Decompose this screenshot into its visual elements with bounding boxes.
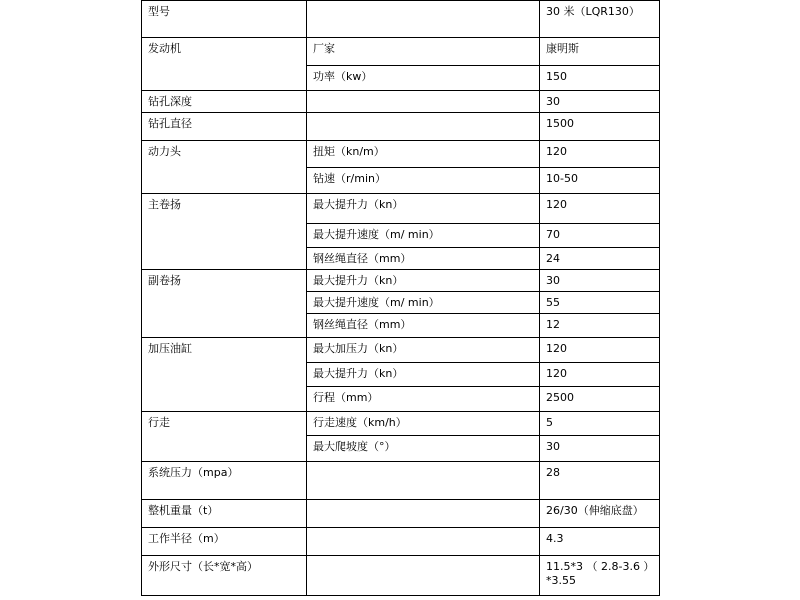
value-cell: 26/30（伸缩底盘） xyxy=(540,500,660,528)
sub-label xyxy=(307,462,540,500)
table-row xyxy=(142,113,660,141)
sub-label: 最大爬坡度（°） xyxy=(307,436,540,462)
value-cell: 10-50 xyxy=(540,168,660,194)
sub-label xyxy=(307,1,540,38)
sub-label xyxy=(307,91,540,113)
value-cell: 12 xyxy=(540,314,660,338)
table-row xyxy=(142,500,660,528)
row-label: 钻孔直径 xyxy=(142,113,307,141)
sub-label: 功率（kw） xyxy=(307,66,540,91)
sub-label: 最大提升力（kn） xyxy=(307,363,540,387)
value-cell: 2500 xyxy=(540,387,660,412)
value-cell: 康明斯 xyxy=(540,38,660,66)
value-cell: 24 xyxy=(540,248,660,270)
sub-label: 最大加压力（kn） xyxy=(307,338,540,363)
value-cell: 28 xyxy=(540,462,660,500)
value-cell: 30 米（LQR130） xyxy=(540,1,660,38)
sub-label: 厂家 xyxy=(307,38,540,66)
sub-label: 钢丝绳直径（mm） xyxy=(307,248,540,270)
row-label: 钻孔深度 xyxy=(142,91,307,113)
value-cell: 120 xyxy=(540,194,660,224)
value-cell: 55 xyxy=(540,292,660,314)
table-row xyxy=(142,1,660,38)
table-row xyxy=(142,141,660,168)
row-label: 动力头 xyxy=(142,141,307,194)
table-row xyxy=(142,194,660,224)
sub-label: 钻速（r/min） xyxy=(307,168,540,194)
value-cell: 150 xyxy=(540,66,660,91)
sub-label: 钢丝绳直径（mm） xyxy=(307,314,540,338)
spec-table xyxy=(141,0,660,596)
table-row xyxy=(142,528,660,556)
sub-label xyxy=(307,500,540,528)
row-label: 主卷扬 xyxy=(142,194,307,270)
sub-label: 最大提升速度（m/ min） xyxy=(307,224,540,248)
sub-label xyxy=(307,556,540,596)
row-label: 型号 xyxy=(142,1,307,38)
value-cell: 120 xyxy=(540,338,660,363)
value-cell: 11.5*3 （ 2.8-3.6 ）*3.55 xyxy=(540,556,660,596)
value-cell: 5 xyxy=(540,412,660,436)
value-cell: 70 xyxy=(540,224,660,248)
row-label: 副卷扬 xyxy=(142,270,307,338)
table-row xyxy=(142,91,660,113)
sub-label: 最大提升力（kn） xyxy=(307,270,540,292)
value-cell: 120 xyxy=(540,141,660,168)
row-label: 外形尺寸（长*宽*高） xyxy=(142,556,307,596)
value-cell: 120 xyxy=(540,363,660,387)
row-label: 行走 xyxy=(142,412,307,462)
row-label: 加压油缸 xyxy=(142,338,307,412)
sub-label: 扭矩（kn/m） xyxy=(307,141,540,168)
table-row xyxy=(142,338,660,363)
sub-label: 最大提升力（kn） xyxy=(307,194,540,224)
sub-label: 行走速度（km/h） xyxy=(307,412,540,436)
value-cell: 4.3 xyxy=(540,528,660,556)
table-row xyxy=(142,412,660,436)
sub-label: 最大提升速度（m/ min） xyxy=(307,292,540,314)
table-row xyxy=(142,38,660,66)
table-row xyxy=(142,462,660,500)
value-cell: 30 xyxy=(540,270,660,292)
table-row xyxy=(142,556,660,596)
sub-label xyxy=(307,113,540,141)
sub-label xyxy=(307,528,540,556)
row-label: 工作半径（m） xyxy=(142,528,307,556)
sub-label: 行程（mm） xyxy=(307,387,540,412)
value-cell: 1500 xyxy=(540,113,660,141)
row-label: 系统压力（mpa） xyxy=(142,462,307,500)
row-label: 整机重量（t） xyxy=(142,500,307,528)
value-cell: 30 xyxy=(540,436,660,462)
table-row xyxy=(142,270,660,292)
row-label: 发动机 xyxy=(142,38,307,91)
value-cell: 30 xyxy=(540,91,660,113)
